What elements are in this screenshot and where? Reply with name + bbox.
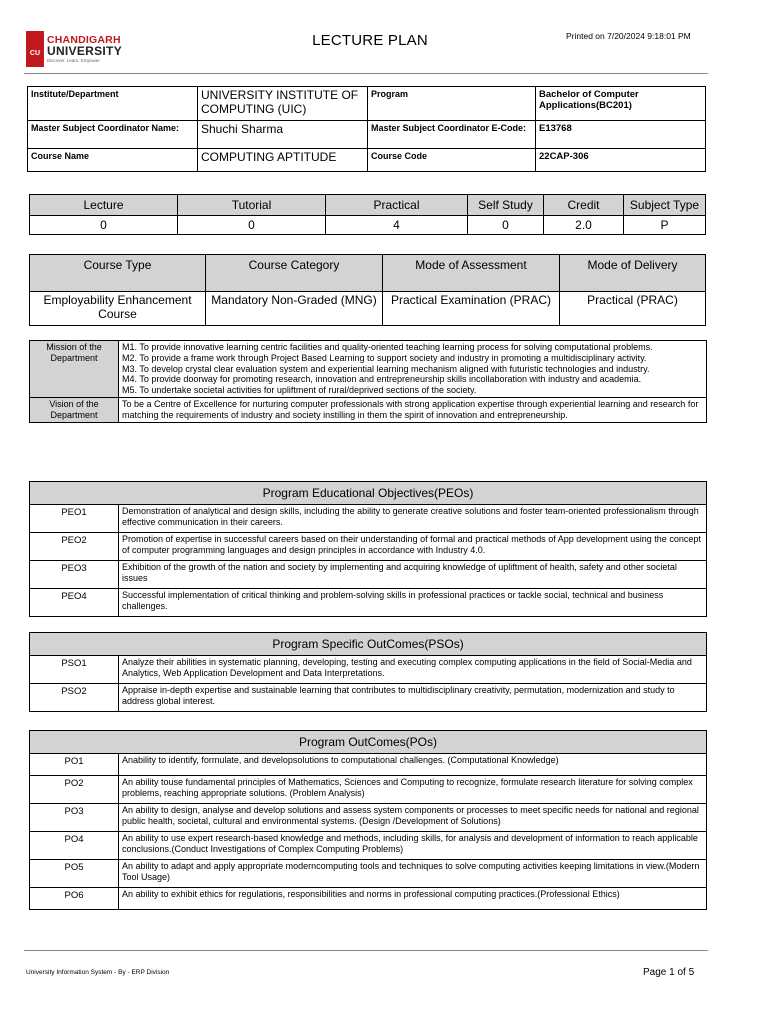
tutorial-header: Tutorial [178,195,326,216]
credit-header: Credit [544,195,624,216]
coordinator-value: Shuchi Sharma [198,121,368,149]
po-code: PO1 [30,754,119,776]
assessment-mode-value: Practical Examination (PRAC) [383,292,560,326]
peo-table [29,481,707,617]
pso-code: PSO2 [30,684,119,712]
pso-text: Appraise in-depth expertise and sustainable learning that contributes to multidisciplinary creativity, permutation, modernization and study to address global interest. [119,684,707,712]
delivery-mode-header: Mode of Delivery [560,255,706,292]
subject-type-header: Subject Type [624,195,706,216]
course-category-header: Course Category [206,255,383,292]
pso-code: PSO1 [30,656,119,684]
credit-value: 2.0 [544,216,624,235]
logo-tagline: Discover. Learn. Empower. [46,58,101,63]
peo-text: Demonstration of analytical and design skills, including the ability to generate creative solutions and foster team-oriented professionalism through effective communication in their careers. [119,505,707,533]
mission-vision-table [29,340,707,423]
logo-line-1: CHANDIGARH [46,33,121,46]
self-study-value: 0 [468,216,544,235]
vision-label: Vision of the Department [30,397,119,422]
logo-shield-icon [26,31,44,67]
peo-text: Successful implementation of critical thinking and problem-solving skills in professional practices or tackle social, technical and business challenges. [119,589,707,617]
printed-timestamp: Printed on 7/20/2024 9:18:01 PM [566,31,691,41]
po-text: An ability to exhibit ethics for regulations, responsibilities and norms in professional computing practices.(Professional Ethics) [119,888,707,910]
logo-shield-text: CU [29,50,41,57]
program-value: Bachelor of Computer Applications(BC201) [536,87,706,121]
po-text: An ability to design, analyse and develop solutions and assess system components or processes to meet specific needs for national and regional public health, societal, cultural and environmental systems. (Design /Development of Solutions) [119,804,707,832]
peo-code: PEO4 [30,589,119,617]
mission-content [119,341,707,398]
subject-type-value: P [624,216,706,235]
course-category-value: Mandatory Non-Graded (MNG) [206,292,383,326]
course-type-value: Employability Enhancement Course [30,292,206,326]
university-logo [26,30,122,68]
ecode-label: Master Subject Coordinator E-Code: [368,121,536,149]
delivery-mode-value: Practical (PRAC) [560,292,706,326]
po-code: PO4 [30,832,119,860]
po-table [29,730,707,910]
mission-item: M1. To provide innovative learning centric facilities and quality-oriented teaching learning process for solving computational problems. [122,342,653,352]
logo-line-2: UNIVERSITY [46,44,122,58]
page-title: LECTURE PLAN [312,32,428,49]
self-study-header: Self Study [468,195,544,216]
logo-wordmark [47,35,122,64]
footer-system-name: University Information System - By - ERP Division [26,969,170,976]
peo-title: Program Educational Objectives(PEOs) [30,482,707,505]
peo-text: Exhibition of the growth of the nation and society by implementing and acquiring knowledge of upliftment of health, safety and other societal issues [119,561,707,589]
peo-text: Promotion of expertise in successful careers based on their understanding of formal and practical methods of App development using the concept of computer programming languages and design principles in accordance with Industry 4.0. [119,533,707,561]
pso-title: Program Specific OutComes(PSOs) [30,633,707,656]
practical-header: Practical [326,195,468,216]
ecode-value: E13768 [536,121,706,149]
peo-code: PEO2 [30,533,119,561]
po-code: PO5 [30,860,119,888]
mission-item: M5. To undertake societal activities for upliftment of rural/deprived sections of the society. [122,385,477,396]
course-name-value: COMPUTING APTITUDE [198,149,368,172]
mission-item: M3. To develop crystal clear evaluation system and experiential learning mechanism aligned with futuristic technologies and industry. [122,363,650,374]
po-text: An ability touse fundamental principles of Mathematics, Sciences and Computing to recognize, formulate research literature for solving complex problems, reaching appropriate solutions. (Problem Analysis) [119,776,707,804]
page-number: Page 1 of 5 [643,967,695,978]
tutorial-value: 0 [178,216,326,235]
mission-item: M4. To provide doorway for promoting research, innovation and entrepreneurship skills incollaboration with industry and academia. [122,374,642,385]
pso-table [29,632,707,712]
po-code: PO2 [30,776,119,804]
po-text: An ability to use expert research-based knowledge and methods, including skills, for analysis and development of information to reach applicable conclusions.(Conduct Investigations of Complex Computing Problems) [119,832,707,860]
course-code-label: Course Code [368,149,536,172]
po-code: PO6 [30,888,119,910]
assessment-mode-header: Mode of Assessment [383,255,560,292]
vision-text: To be a Centre of Excellence for nurturing computer professionals with strong application expertise through experiential learning and research for matching the requirements of industry and society instilling in them the spirit of innovation and entrepreneurship. [119,397,707,422]
lecture-value: 0 [30,216,178,235]
course-type-header: Course Type [30,255,206,292]
lecture-header: Lecture [30,195,178,216]
coordinator-label: Master Subject Coordinator Name: [28,121,198,149]
course-info-table [27,86,706,172]
peo-code: PEO3 [30,561,119,589]
footer-divider [24,950,708,951]
po-text: An ability to adapt and apply appropriate moderncomputing tools and techniques to solve computing activities keeping limitations in view.(Modern Tool Usage) [119,860,707,888]
po-code: PO3 [30,804,119,832]
course-type-table [29,254,706,326]
course-code-value: 22CAP-306 [536,149,706,172]
po-text: Anability to identify, formulate, and developsolutions to computational challenges. (Computational Knowledge) [119,754,707,776]
dept-value: UNIVERSITY INSTITUTE OF COMPUTING (UIC) [198,87,368,121]
dept-label: Institute/Department [28,87,198,121]
mission-label: Mission of the Department [30,341,119,398]
program-label: Program [368,87,536,121]
practical-value: 4 [326,216,468,235]
pso-text: Analyze their abilities in systematic planning, developing, testing and executing complex computing applications in the field of Social-Media and Analytics, Web Application Development and Data Interpretations. [119,656,707,684]
po-title: Program OutComes(POs) [30,731,707,754]
header-divider [24,73,708,74]
peo-code: PEO1 [30,505,119,533]
course-name-label: Course Name [28,149,198,172]
mission-item: M2. To provide a frame work through Project Based Learning to support society and industry in promoting a multidisciplinary activity. [122,352,647,363]
lecture-hours-table [29,194,706,235]
